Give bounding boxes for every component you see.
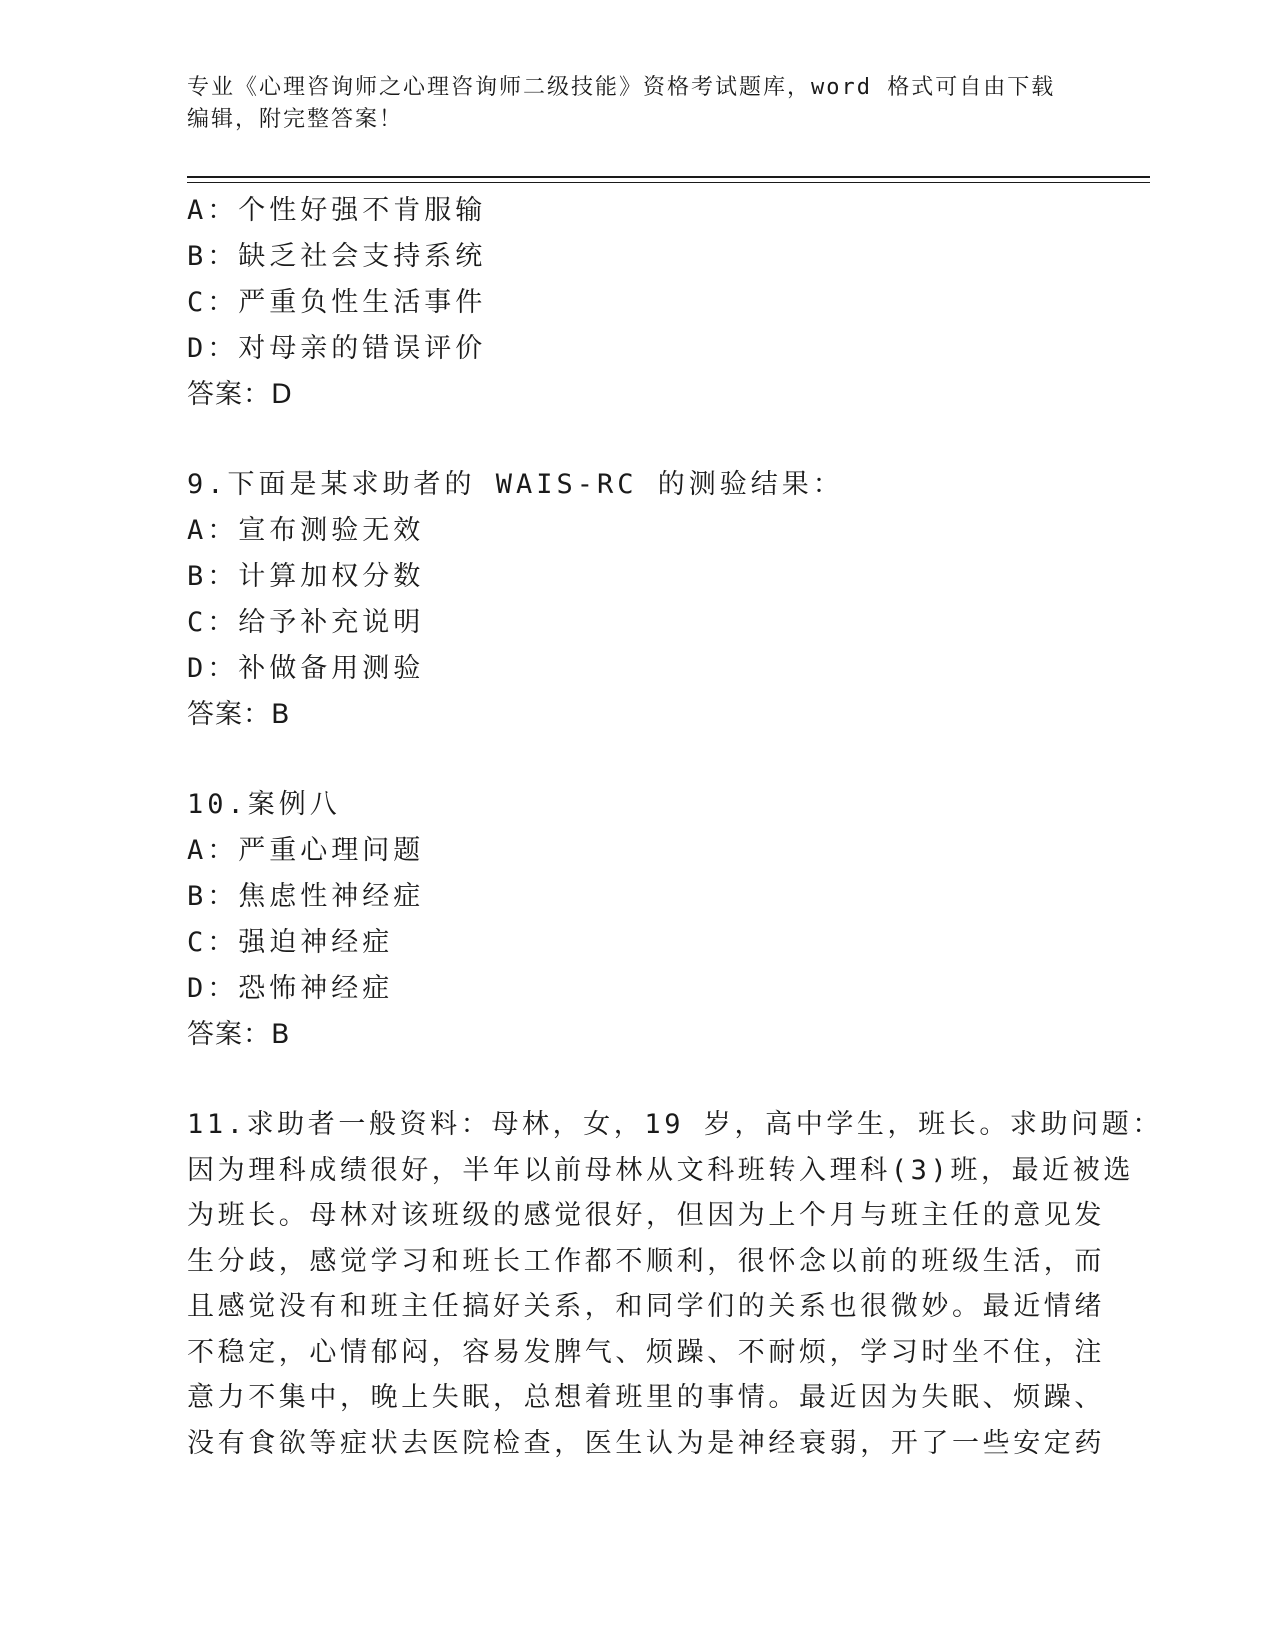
- option-b: B：缺乏社会支持系统: [187, 241, 487, 272]
- answer: 答案：D: [187, 379, 293, 410]
- spacer: [187, 1058, 1077, 1102]
- spacer: [187, 738, 1077, 782]
- option-a: A：严重心理问题: [187, 835, 425, 866]
- question-block-11: [187, 1102, 1163, 1466]
- answer: 答案：B: [187, 1019, 291, 1050]
- header-line-1: 专业《心理咨询师之心理咨询师二级技能》资格考试题库，word 格式可自由下载: [187, 75, 1056, 100]
- spacer: [187, 418, 1077, 462]
- option-d: D：补做备用测验: [187, 653, 425, 684]
- paragraph-line: 意力不集中，晚上失眠，总想着班里的事情。最近因为失眠、烦躁、: [187, 1382, 1105, 1413]
- option-a: A：宣布测验无效: [187, 515, 425, 546]
- option-c: C：严重负性生活事件: [187, 287, 487, 318]
- paragraph-line: 没有食欲等症状去医院检查，医生认为是神经衰弱，开了一些安定药: [187, 1427, 1105, 1459]
- document-header: [187, 72, 1067, 136]
- paragraph-line: 因为理科成绩很好，半年以前母林从文科班转入理科(3)班，最近被选: [187, 1154, 1134, 1186]
- paragraph-line: 不稳定，心情郁闷，容易发脾气、烦躁、不耐烦，学习时坐不住，注: [187, 1336, 1105, 1368]
- option-c: C：给予补充说明: [187, 607, 425, 638]
- option-b: B：计算加权分数: [187, 561, 425, 592]
- question-text: 9.下面是某求助者的 WAIS-RC 的测验结果：: [187, 469, 844, 500]
- option-a: A：个性好强不肯服输: [187, 195, 487, 226]
- paragraph-line: 11.求助者一般资料：母林，女，19 岁，高中学生，班长。求助问题：: [187, 1109, 1163, 1140]
- option-d: D：恐怖神经症: [187, 973, 394, 1004]
- option-d: D：对母亲的错误评价: [187, 333, 487, 364]
- paragraph-line: 生分歧，感觉学习和班长工作都不顺利，很怀念以前的班级生活，而: [187, 1245, 1105, 1277]
- document-body: [187, 188, 1163, 1466]
- paragraph-line: 为班长。母林对该班级的感觉很好，但因为上个月与班主任的意见发: [187, 1200, 1105, 1231]
- header-line-2: 编辑，附完整答案！: [187, 107, 404, 132]
- option-c: C：强迫神经症: [187, 927, 394, 958]
- answer: 答案：B: [187, 699, 291, 730]
- option-b: B：焦虑性神经症: [187, 881, 425, 912]
- question-block-9: [187, 462, 1077, 738]
- header-rule-thin: [187, 182, 1150, 183]
- paragraph-line: 且感觉没有和班主任搞好关系，和同学们的关系也很微妙。最近情绪: [187, 1291, 1105, 1322]
- header-rule-thick: [187, 176, 1150, 178]
- question-block-10: [187, 782, 1077, 1058]
- question-block-8: [187, 188, 1077, 418]
- question-text: 10.案例八: [187, 789, 341, 820]
